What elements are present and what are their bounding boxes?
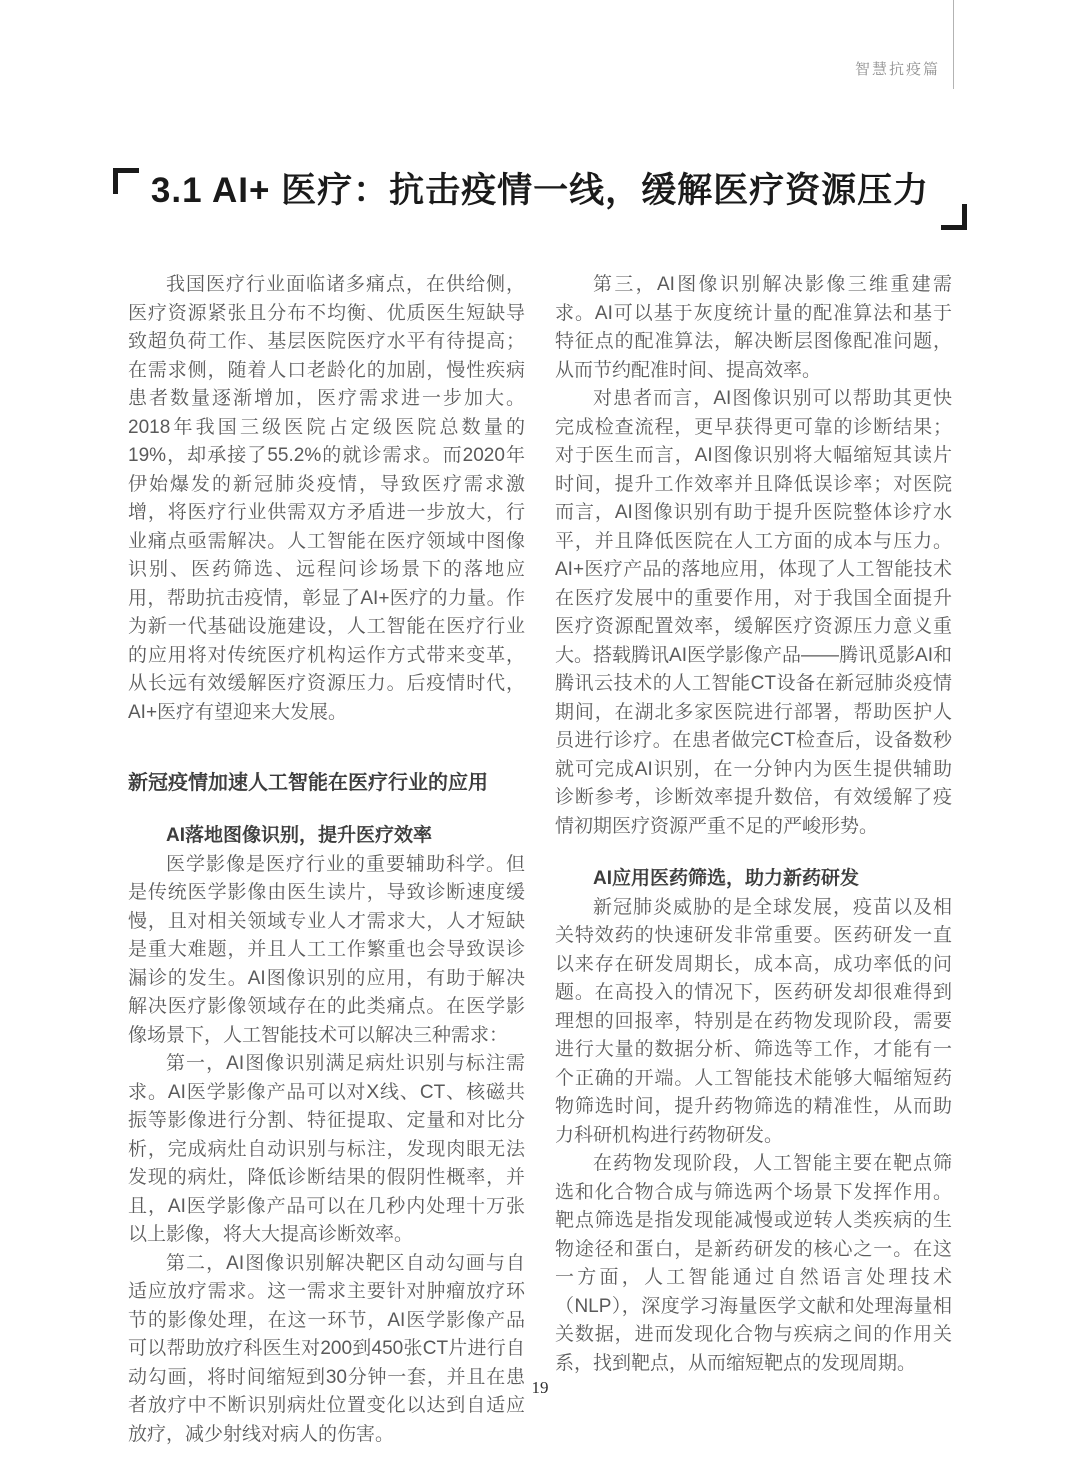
- article-body: [128, 271, 952, 1449]
- chapter-title-block: [128, 166, 952, 216]
- paragraph-target-screening: 在药物发现阶段，人工智能主要在靶点筛选和化合物合成与筛选两个场景下发挥作用。靶点筛选是指发现能减慢或逆转人类疾病的生物途径和蛋白，是新药研发的核心之一。在这一方面，人工智能通过自然语言处理技术（NLP），深度学习海量医学文献和处理海量相关数据，进而发现化合物与疾病之间的作用关系，找到靶点，从而缩短靶点的发现周期。: [555, 1153, 952, 1374]
- page-footer: [0, 1378, 1080, 1398]
- sub-heading-drug-screening: AI应用医药筛选，助力新药研发: [593, 868, 860, 889]
- paragraph-medical-imaging-overview: 医学影像是医疗行业的重要辅助科学。但是传统医学影像由医生读片，导致诊断速度缓慢，且对相关领域专业人才需求大，人才短缺是重大难题，并且人工工作繁重也会导致误诊漏诊的发生。AI图像识别的应用，有助于解决解决医疗影像领域存在的此类痛点。在医学影像场景下，人工智能技术可以解决三种需求：: [128, 853, 525, 1046]
- left-column: [128, 271, 525, 1449]
- paragraph-third-need: 第三，AI图像识别解决影像三维重建需求。AI可以基于灰度统计量的配准算法和基于特征点的配准算法，解决断层图像配准问题，从而节约配准时间、提高效率。: [555, 274, 952, 381]
- page-header: [855, 0, 954, 89]
- section-heading: 新冠疫情加速人工智能在医疗行业的应用: [128, 772, 488, 794]
- paragraph-first-need: 第一，AI图像识别满足病灶识别与标注需求。AI医学影像产品可以对X线、CT、核磁共振等影像进行分割、特征提取、定量和对比分析，完成病灶自动识别与标注，发现肉眼无法发现的病灶，降低诊断结果的假阴性概率，并且，AI医学影像产品可以在几秒内处理十万张以上影像，将大大提高诊断效率。: [128, 1053, 525, 1245]
- right-column: [555, 271, 952, 1449]
- page-number: 19: [531, 1378, 549, 1397]
- paragraph-drug-rd: 新冠肺炎威胁的是全球发展，疫苗以及相关特效药的快速研发非常重要。医药研发一直以来存在研发周期长，成本高，成功率低的问题。在高投入的情况下，医药研发却很难得到理想的回报率，特别是在药物发现阶段，需要进行大量的数据分析、筛选等工作，才能有一个正确的开端。人工智能技术能够大幅缩短药物筛选时间，提升药物筛选的精准性，从而助力科研机构进行药物研发。: [555, 896, 952, 1146]
- paragraph-industry-painpoints: 我国医疗行业面临诸多痛点，在供给侧，医疗资源紧张且分布不均衡、优质医生短缺导致超负荷工作、基层医院医疗水平有待提高；在需求侧，随着人口老龄化的加剧，慢性疾病患者数量逐渐增加，医疗需求进一步加大。2018年我国三级医院占定级医院总数量的19%，却承接了55.2%的就诊需求。而2020年伊始爆发的新冠肺炎疫情，导致医疗需求激增，将医疗行业供需双方矛盾进一步放大，行业痛点亟需解决。人工智能在医疗领域中图像识别、医药筛选、远程问诊场景下的落地应用，帮助抗击疫情，彰显了AI+医疗的力量。作为新一代基础设施建设，人工智能在医疗行业的应用将对传统医疗机构运作方式带来变革，从长远有效缓解医疗资源压力。后疫情时代，AI+医疗有望迎来大发展。: [128, 274, 525, 723]
- paragraph-stakeholder-benefits: 对患者而言，AI图像识别可以帮助其更快完成检查流程，更早获得更可靠的诊断结果；对于医生而言，AI图像识别将大幅缩短其读片时间，提升工作效率并且降低误诊率；对医院而言，AI图像识别有助于提升医院整体诊疗水平，并且降低医院在人工方面的成本与压力。AI+医疗产品的落地应用，体现了人工智能技术在医疗发展中的重要作用，对于我国全面提升医疗资源配置效率，缓解医疗资源压力意义重大。搭载腾讯AI医学影像产品——腾讯觅影AI和腾讯云技术的人工智能CT设备在新冠肺炎疫情期间，在湖北多家医院进行部署，帮助医护人员进行诊疗。在患者做完CT检查后，设备数秒就可完成AI识别，在一分钟内为医生提供辅助诊断参考，诊断效率提升数倍，有效缓解了疫情初期医疗资源严重不足的严峻形势。: [555, 388, 952, 837]
- chapter-title: 3.1 AI+ 医疗：抗击疫情一线，缓解医疗资源压力: [150, 171, 930, 210]
- paragraph-second-need: 第二，AI图像识别解决靶区自动勾画与自适应放疗需求。这一需求主要针对肿瘤放疗环节的影像处理，在这一环节，AI医学影像产品可以帮助放疗科医生对200到450张CT片进行自动勾画，将时间缩短到30分钟一套，并且在患者放疗中不断识别病灶位置变化以达到自适应放疗，减少射线对病人的伤害。: [128, 1252, 525, 1445]
- title-close-corner-bracket-icon: [941, 204, 967, 230]
- title-open-corner-bracket-icon: [113, 168, 139, 194]
- sub-heading-image-recognition: AI落地图像识别，提升医疗效率: [166, 825, 433, 846]
- running-head-label: 智慧抗疫篇: [854, 61, 940, 78]
